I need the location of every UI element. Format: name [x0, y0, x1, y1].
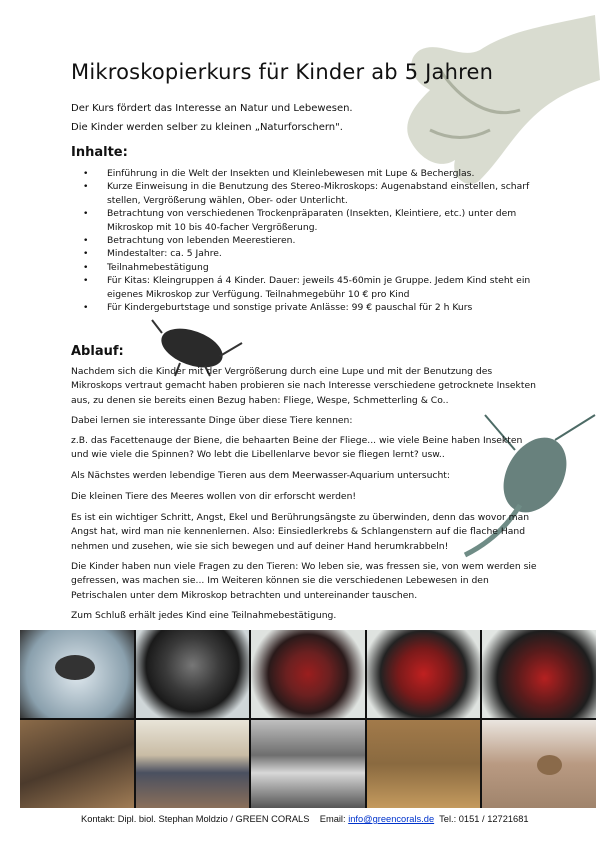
paragraph: Als Nächstes werden lebendige Tieren aus dem Meerwasser-Aquarium untersucht: — [71, 470, 450, 481]
aquarium-tray-photo — [251, 720, 365, 808]
children-classroom-photo — [20, 720, 134, 808]
paragraph: Zum Schluß erhält jedes Kind eine Teilnahmebestätigung. — [71, 610, 337, 621]
list-item: • Für Kindergeburtstage und sonstige private Anlässe: 99 € pauschal für 2 h Kurs — [0, 301, 537, 314]
photo-grid — [20, 630, 596, 808]
inhalte-list — [0, 167, 537, 314]
list-item: • Betrachtung von verschiedenen Trockenpräparaten (Insekten, Kleintiere, etc.) unter dem Mikroskop mit 10 bis 40-facher Vergrößerung. — [0, 207, 537, 234]
crab-photo — [482, 630, 596, 718]
list-item: • Für Kitas: Kleingruppen á 4 Kinder. Dauer: jeweils 45-60min je Gruppe. Jedem Kind steht ein eigenes Mikroskop zur Verfügung. Teilnahmegebühr 10 € pro Kind — [0, 274, 537, 301]
paragraph: Dabei lernen sie interessante Dinge über diese Tiere kennen: — [71, 415, 353, 426]
contact-footer — [81, 814, 529, 824]
paragraph: Die Kinder haben nun viele Fragen zu den Tieren: Wo leben sie, was fressen sie, von wem werden sie gefressen, was machen sie... Im Weiteren können sie die verschiedenen Lebewesen in den Petrischalen unter dem Mikroskop betrachten und untereinander tauschen. — [71, 561, 537, 601]
children-table-photo — [136, 720, 250, 808]
paragraph: Die kleinen Tiere des Meeres wollen von dir erforscht werden! — [71, 491, 357, 502]
list-item: • Kurze Einweisung in die Benutzung des Stereo-Mikroskops: Augenabstand einstellen, scharf stellen, Vergrößerung wählen, Ober- oder Unterlicht. — [0, 180, 537, 207]
paragraph: Es ist ein wichtiger Schritt, Angst, Ekel und Berührungsängste zu überwinden, denn das wovor man Angst hat, wird man nie kennenlernen. Also: Einsiedlerkrebs & Schlangenstern auf die flache Hand nehmen und zusehen, wie sie sich bewegen und auf deiner Hand herumkrabbeln! — [71, 512, 530, 552]
snail-photo — [482, 720, 596, 808]
contact-text: Kontakt: Dipl. biol. Stephan Moldzio / GREEN CORALS — [81, 814, 310, 824]
ablauf-heading: Ablauf: — [71, 344, 124, 359]
intro-line: Der Kurs fördert das Interesse an Natur und Lebewesen. — [71, 103, 353, 114]
list-item: • Mindestalter: ca. 5 Jahre. — [0, 247, 537, 260]
paragraph: z.B. das Facettenauge der Biene, die behaarten Beine der Fliege... wie viele Beine haben Insekten und wie viele die Spinnen? Wo lebt die Libellenlarve bevor sie fliegen lernt? usw.. — [71, 435, 523, 461]
fly-eye-photo — [136, 630, 250, 718]
phone-text: Tel.: 0151 / 12721681 — [439, 814, 529, 824]
crab-photo — [251, 630, 365, 718]
crab-photo — [367, 630, 481, 718]
child-microscope-photo — [367, 720, 481, 808]
list-item: • Teilnahmebestätigung — [0, 261, 537, 274]
intro-line: Die Kinder werden selber zu kleinen „Naturforschern". — [71, 122, 343, 133]
list-item: • Betrachtung von lebenden Meerestieren. — [0, 234, 537, 247]
email-link[interactable]: info@greencorals.de — [348, 814, 435, 824]
list-item: • Einführung in die Welt der Insekten und Kleinlebewesen mit Lupe & Becherglas. — [0, 167, 537, 180]
inhalte-heading: Inhalte: — [71, 145, 128, 160]
email-label: Email: — [319, 814, 346, 824]
paragraph: Nachdem sich die Kinder mit der Vergrößerung durch eine Lupe und mit der Benutzung des Mikroskops vertraut gemacht haben probieren sie nach Interesse verschiedene getrocknete Insekten aus, zu denen sie bereits einen Bezug haben: Fliege, Wespe, Schmetterling & Co.. — [71, 366, 536, 406]
fly-photo — [20, 630, 134, 718]
page-title: Mikroskopierkurs für Kinder ab 5 Jahren — [71, 60, 494, 84]
